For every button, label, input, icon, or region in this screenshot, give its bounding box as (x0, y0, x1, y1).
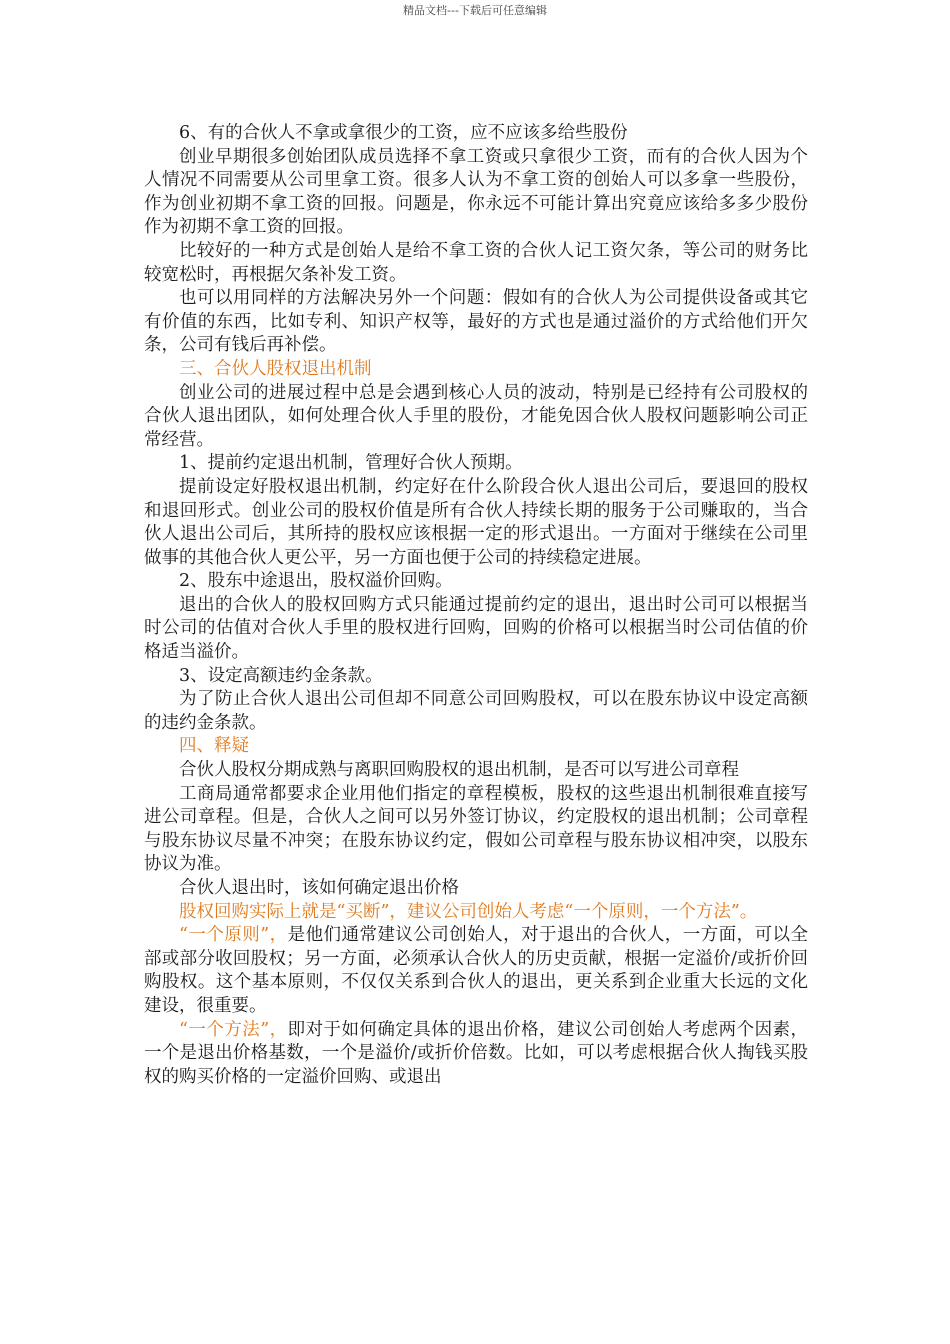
paragraph: 创业早期很多创始团队成员选择不拿工资或只拿很少工资，而有的合伙人因为个人情况不同需要从公司里拿工资。很多人认为不拿工资的创始人可以多拿一些股份，作为创业初期不拿工资的回报。问题是，你永远不可能计算出究竟应该给多多少股份作为初期不拿工资的回报。 (144, 146, 808, 238)
method-text: 即对于如何确定具体的退出价格，建议公司创始人考虑两个因素，一个是退出价格基数，一个是溢价/或折价倍数。比如，可以考虑根据合伙人掏钱买股权的购买价格的一定溢价回购、或退出 (144, 1019, 808, 1087)
numbered-point-2: 2、股东中途退出，股权溢价回购。 (179, 571, 453, 592)
numbered-point-3: 3、设定高额违约金条款。 (179, 665, 383, 686)
paragraph: 提前设定好股权退出机制，约定好在什么阶段合伙人退出公司后，要退回的股权和退回形式。创业公司的股权价值是所有合伙人持续长期的服务于公司赚取的，当合伙人退出公司后，其所持的股权应该根据一定的形式退出。一方面对于继续在公司里做事的其他合伙人更公平，另一方面也便于公司的持续稳定进展。 (144, 476, 808, 568)
highlight-paragraph: 股权回购实际上就是“买断”，建议公司创始人考虑“一个原则，一个方法”。 (179, 901, 758, 922)
paragraph: 创业公司的进展过程中总是会遇到核心人员的波动，特别是已经持有公司股权的合伙人退出团队，如何处理合伙人手里的股份，才能免因合伙人股权问题影响公司正常经营。 (144, 382, 808, 450)
paragraph-one-principle (144, 924, 808, 1018)
paragraph-item-6-question: 6、有的合伙人不拿或拿很少的工资，应不应该多给些股份 (179, 123, 628, 143)
paragraph: 工商局通常都要求企业用他们指定的章程模板，股权的这些退出机制很难直接写进公司章程。但是，合伙人之间可以另外签订协议，约定股权的退出机制；公司章程与股东协议尽量不冲突；在股东协议约定，假如公司章程与股东协议相冲突，以股东协议为准。 (144, 783, 808, 875)
section-heading-4: 四、释疑 (179, 736, 249, 757)
question-1: 合伙人股权分期成熟与离职回购股权的退出机制，是否可以写进公司章程 (179, 760, 739, 781)
paragraph: 退出的合伙人的股权回购方式只能通过提前约定的退出，退出时公司可以根据当时公司的估值对合伙人手里的股权进行回购，回购的价格可以根据当时公司估值的价格适当溢价。 (144, 594, 808, 663)
paragraph-one-method (144, 1019, 808, 1090)
paragraph: 为了防止合伙人退出公司但却不同意公司回购股权，可以在股东协议中设定高额的违约金条款。 (144, 689, 808, 733)
section-heading-3: 三、合伙人股权退出机制 (179, 358, 372, 379)
question-2: 合伙人退出时，该如何确定退出价格 (179, 878, 459, 898)
principle-lead: “一个原则”， (179, 925, 288, 946)
document-body (144, 122, 808, 1089)
method-lead: “一个方法”， (179, 1019, 288, 1040)
paragraph: 比较好的一种方式是创始人是给不拿工资的合伙人记工资欠条，等公司的财务比较宽松时，再根据欠条补发工资。 (144, 240, 808, 285)
numbered-point-1: 1、提前约定退出机制，管理好合伙人预期。 (179, 453, 523, 474)
principle-text: 是他们通常建议公司创始人，对于退出的合伙人，一方面，可以全部或部分收回股权；另一方面，必须承认合伙人的历史贡献，根据一定溢价/或折价回购股权。这个基本原则，不仅仅关系到合伙人的退出，更关系到企业重大长远的文化建设，很重要。 (144, 925, 808, 1016)
page-header: 精品文档---下载后可任意编辑 (403, 4, 547, 17)
paragraph: 也可以用同样的方法解决另外一个问题：假如有的合伙人为公司提供设备或其它有价值的东西，比如专利、知识产权等，最好的方式也是通过溢价的方式给他们开欠条，公司有钱后再补偿。 (144, 288, 808, 356)
